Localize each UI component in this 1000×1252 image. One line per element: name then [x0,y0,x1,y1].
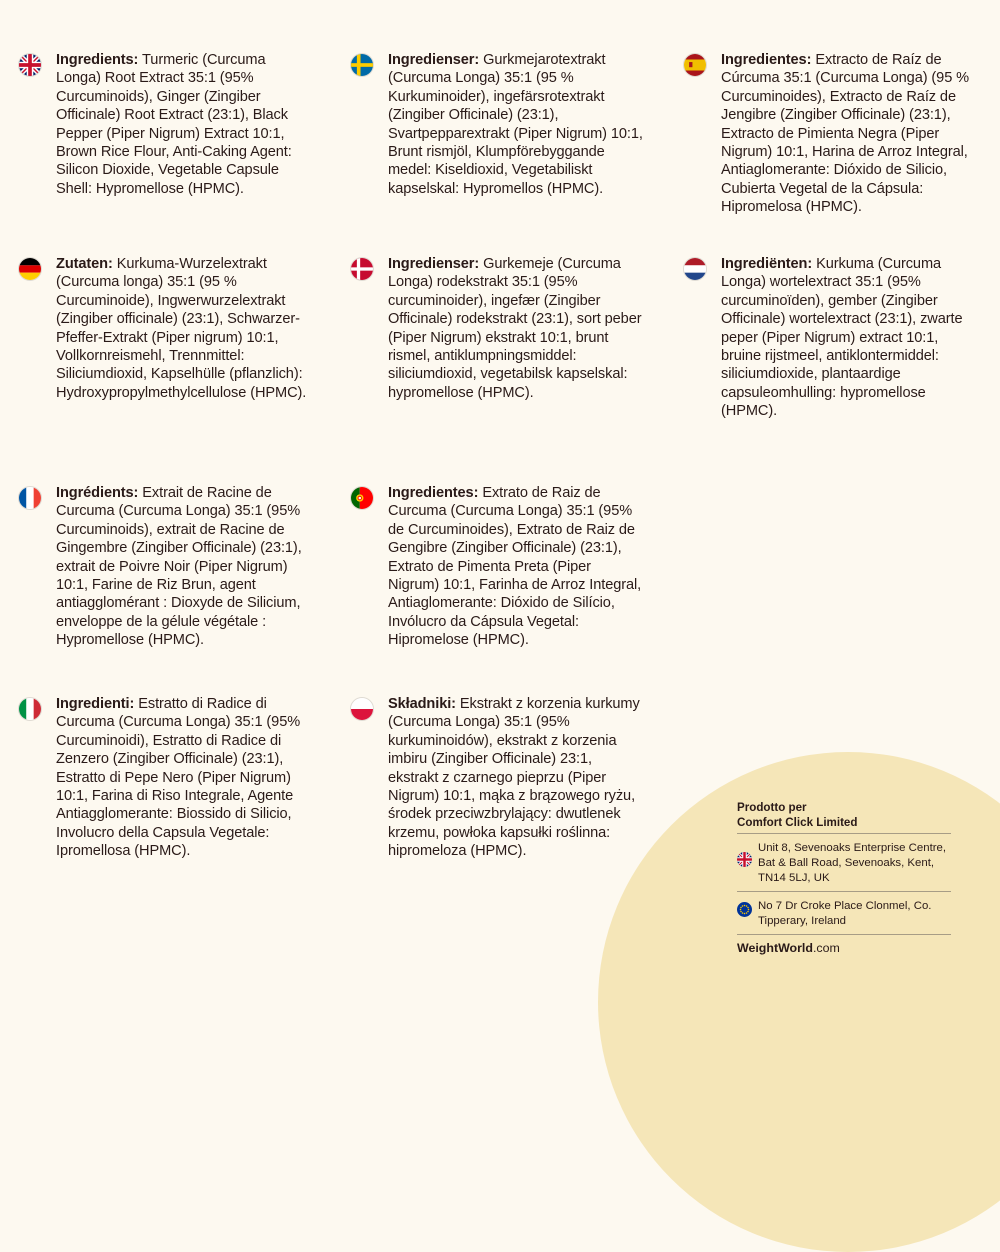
poland-flag-icon [350,697,374,721]
heading: Ingredientes: [388,485,479,501]
netherlands-flag-icon [683,257,707,281]
ingredient-text: Extracto de Raíz de Cúrcuma 35:1 (Curcuma Longa) (95 % Curcuminoides), Extracto de Raíz de Jengibre (Zingiber Officinale) (23:1), Extracto de Pimienta Negra (Piper Nigrum) 10:1, Harina de Arroz Integral, Antiaglomerante: Dióxido de Silicio, Cubierta Vegetal de la Cápsula: Hipromelosa (HPMC). [721,52,970,216]
eu-address-row [737,891,951,934]
uk-address: Unit 8, Sevenoaks Enterprise Centre, Bat & Ball Road, Sevenoaks, Kent, TN14 5LJ, UK [758,842,947,884]
heading: Ingredienti: [56,696,135,712]
ingredient-text: Ekstrakt z korzenia kurkumy (Curcuma Longa) 35:1 (95% kurkuminoidów), ekstrakt z korzenia imbiru (Zingiber Officinale) 23:1, ekstrakt z czarnego pieprzu (Piper Nigrum) 10:1, mąka z brązowego ryżu, środek przeciwzbrylający: dwutlenek krzemu, powłoka kapsułki roślinna: hipromeloza (HPMC). [388,696,640,860]
ingredients-de [56,255,314,402]
ingredients-da [388,255,646,402]
brand-domain: .com [812,941,840,955]
eu-address: No 7 Dr Croke Place Clonmel, Co. Tipperary, Ireland [758,900,932,927]
ingredient-text: Kurkuma (Curcuma Longa) wortelextract 35:1 (95% curcuminoïden), gember (Zingiber Officinale) wortelextract (23:1), zwarte peper (Piper Nigrum) extract 10:1, bruine rijstmeel, antiklontermiddel: siliciumdioxide, plantaardige capsuleomhulling: hypromellose (HPMC). [721,256,963,420]
heading: Ingredienser: [388,256,480,272]
ingredients-pt [388,484,646,650]
ingredient-text: Extrato de Raiz de Curcuma (Curcuma Longa) 35:1 (95% de Curcuminoides), Extrato de Raiz de Gengibre (Zingiber Officinale) (23:1), Extrato de Pimenta Preta (Piper Nigrum) 10:1, Farinha de Arroz Integral, Antiaglomerante: Dióxido de Silício, Invólucro da Cápsula Vegetal: Hipromelose (HPMC). [388,485,642,649]
ingredient-text: Extrait de Racine de Curcuma (Curcuma Longa) 35:1 (95% Curcuminoids), extrait de Racine de Gingembre (Zingiber Officinale) (23:1), extrait de Poivre Noir (Piper Nigrum) 10:1, Farine de Riz Brun, agent antiagglomérant : Dioxyde de Silicium, enveloppe de la gélule végétale : Hypromellose (HPMC). [56,485,302,649]
heading: Ingrediënten: [721,256,813,272]
france-flag-icon [18,486,42,510]
produced-for-label: Prodotto per [737,801,807,814]
ingredients-nl [721,255,971,421]
ingredients-es [721,51,971,217]
ingredients-it [56,695,314,861]
ingredient-text: Estratto di Radice di Curcuma (Curcuma Longa) 35:1 (95% Curcuminoidi), Estratto di Radice di Zenzero (Zingiber Officinale) (23:1), Estratto di Pepe Nero (Piper Nigrum) 10:1, Farina di Riso Integrale, Agente Antiagglomerante: Biossido di Silicio, Involucro della Capsula Vegetale: Ipromellosa (HPMC). [56,696,301,860]
uk-flag-icon [18,53,42,77]
company-name: Comfort Click Limited [737,816,858,829]
germany-flag-icon [18,257,42,281]
ingredient-text: Kurkuma-Wurzelextrakt (Curcuma longa) 35:1 (95 % Curcuminoide), Ingwerwurzelextrakt (Zingiber officinale) (23:1), Schwarzer-Pfeffer-Extrakt (Piper nigrum) 10:1, Vollkornreismehl, Trennmittel: Siliciumdioxid, Kapselhülle (pflanzlich): Hydroxypropylmethylcellulose (HPMC). [56,256,307,401]
sweden-flag-icon [350,53,374,77]
uk-flag-icon [737,852,752,867]
ingredient-text: Turmeric (Curcuma Longa) Root Extract 35:1 (95% Curcuminoids), Ginger (Zingiber Officinale) Root Extract (23:1), Black Pepper (Piper Nigrum) Extract 10:1, Brown Rice Flour, Anti-Caking Agent: Silicon Dioxide, Vegetable Capsule Shell: Hypromellose (HPMC). [56,52,292,197]
brand-website [737,934,951,955]
ingredients-en [56,51,314,198]
uk-address-row [737,833,951,891]
italy-flag-icon [18,697,42,721]
heading: Ingredients: [56,52,139,68]
heading: Ingredientes: [721,52,812,68]
denmark-flag-icon [350,257,374,281]
brand-name: WeightWorld [737,941,813,955]
ingredients-fr [56,484,314,650]
eu-flag-icon [737,902,752,917]
ingredients-pl [388,695,646,861]
heading: Ingrédients: [56,485,139,501]
heading: Ingredienser: [388,52,480,68]
manufacturer-imprint [737,800,951,955]
spain-flag-icon [683,53,707,77]
portugal-flag-icon [350,486,374,510]
ingredient-text: Gurkmejarotextrakt (Curcuma Longa) 35:1 (95 % Kurkuminoider), ingefärsrotextrakt (Zingiber Officinale) (23:1), Svartpepparextrakt (Piper Nigrum) 10:1, Brunt rismjöl, Klumpförebyggande medel: Kiseldioxid, Vegetabiliskt kapselskal: Hypromellos (HPMC). [388,52,643,197]
heading: Zutaten: [56,256,113,272]
ingredient-text: Gurkemeje (Curcuma Longa) rodekstrakt 35:1 (95% curcuminoider), ingefær (Zingiber Officinale) rodekstrakt (23:1), sort peber (Piper Nigrum) ekstrakt 10:1, brunt rismel, antiklumpningsmiddel: siliciumdioxid, vegetabilsk kapselskal: hypromellose (HPMC). [388,256,642,401]
heading: Składniki: [388,696,456,712]
ingredients-sv [388,51,646,198]
